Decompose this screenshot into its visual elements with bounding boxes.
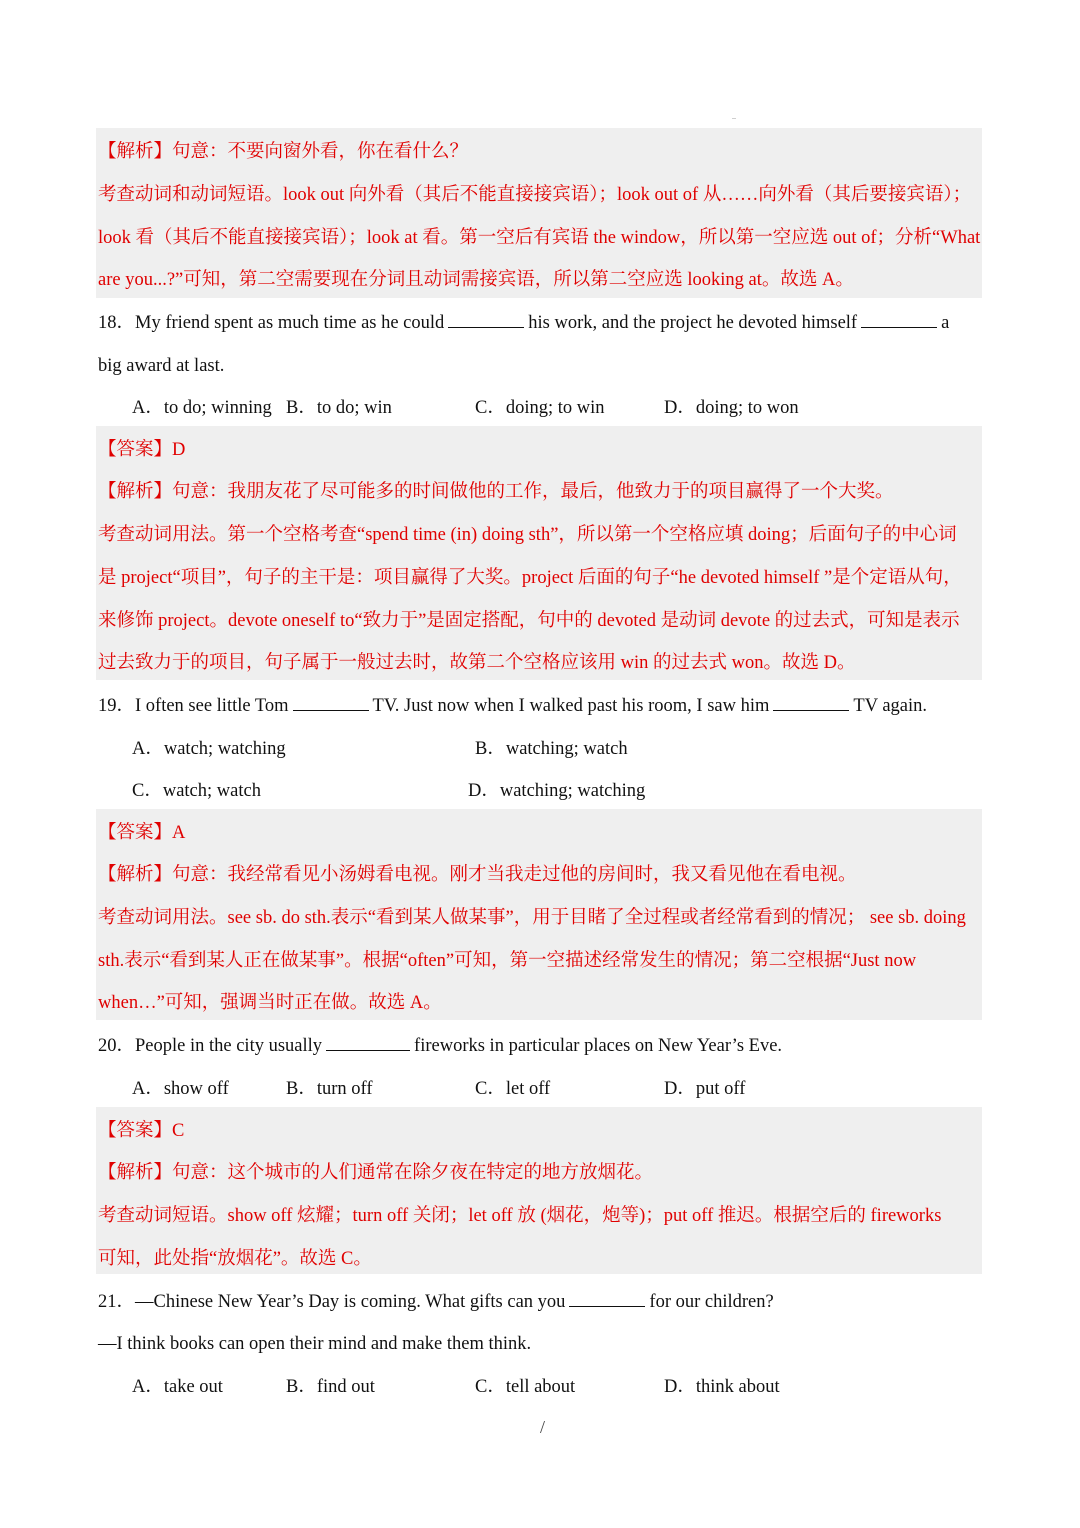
q18-analysis-line: 过去致力于的项目，句子属于一般过去时，故第二个空格应该用 win 的过去式 won。故选 D。 bbox=[98, 653, 856, 673]
q18-stem-part: a bbox=[941, 313, 950, 333]
q18-stem-line2: big award at last. bbox=[98, 356, 225, 376]
answer-blank bbox=[569, 1288, 645, 1307]
q20-stem bbox=[98, 1031, 782, 1061]
q18-stem-part: his work, and the project he devoted himself bbox=[528, 313, 858, 333]
q18-option-b: B．to do; win bbox=[286, 398, 392, 418]
q19-option-b: B．watching; watch bbox=[475, 739, 628, 759]
q19-option-a: A．watch; watching bbox=[132, 739, 286, 759]
q20-option-d: D．put off bbox=[664, 1079, 746, 1099]
q21-stem-part: for our children? bbox=[649, 1292, 774, 1312]
answer-blank bbox=[448, 309, 524, 328]
q18-option-c: C．doing; to win bbox=[475, 398, 605, 418]
answer-blank bbox=[293, 692, 369, 711]
top-mark bbox=[732, 118, 736, 119]
q20-analysis-line: 可知，此处指“放烟花”。故选 C。 bbox=[98, 1249, 372, 1269]
q18-analysis-line: 考查动词用法。第一个空格考查“spend time (in) doing sth”，所以第一个空格应填 doing；后面句子的中心词 bbox=[98, 525, 957, 545]
answer-blank bbox=[773, 692, 849, 711]
q19-answer: 【答案】A bbox=[98, 823, 186, 843]
q18-option-d: D．doing; to won bbox=[664, 398, 799, 418]
q21-option-b: B．find out bbox=[286, 1377, 375, 1397]
q19-stem bbox=[98, 691, 927, 721]
q18-analysis-line: 【解析】句意：我朋友花了尽可能多的时间做他的工作，最后，他致力于的项目赢得了一个大奖。 bbox=[98, 482, 894, 502]
q21-option-d: D．think about bbox=[664, 1377, 780, 1397]
q18-answer: 【答案】D bbox=[98, 440, 186, 460]
q17-analysis-line: 【解析】句意：不要向窗外看，你在看什么？ bbox=[98, 142, 469, 162]
q18-stem-part: 18．My friend spent as much time as he could bbox=[98, 313, 445, 333]
q19-analysis-line: 【解析】句意：我经常看见小汤姆看电视。刚才当我走过他的房间时，我又看见他在看电视。 bbox=[98, 865, 857, 885]
q19-analysis-line: 考查动词用法。see sb. do sth.表示“看到某人做某事”，用于目睹了全过程或者经常看到的情况； see sb. doing bbox=[98, 908, 966, 928]
q21-stem bbox=[98, 1287, 774, 1317]
q21-option-a: A．take out bbox=[132, 1377, 223, 1397]
q20-stem-part: 20．People in the city usually bbox=[98, 1036, 323, 1056]
q20-option-c: C．let off bbox=[475, 1079, 551, 1099]
q20-stem-part: fireworks in particular places on New Year’s Eve. bbox=[414, 1036, 783, 1056]
q20-analysis-line: 考查动词短语。show off 炫耀；turn off 关闭；let off 放 (烟花，炮等)；put off 推迟。根据空后的 fireworks bbox=[98, 1206, 942, 1226]
q19-option-d: D．watching; watching bbox=[468, 781, 646, 801]
q18-analysis-line: 是 project“项目”，句子的主干是：项目赢得了大奖。project 后面的句子“he devoted himself ”是个定语从句， bbox=[98, 568, 962, 588]
q20-answer: 【答案】C bbox=[98, 1121, 185, 1141]
q21-stem-part: 21．—Chinese New Year’s Day is coming. What gifts can you bbox=[98, 1292, 566, 1312]
q20-option-b: B．turn off bbox=[286, 1079, 373, 1099]
q18-option-a: A．to do; winning bbox=[132, 398, 272, 418]
q20-analysis-line: 【解析】句意：这个城市的人们通常在除夕夜在特定的地方放烟花。 bbox=[98, 1163, 654, 1183]
q20-option-a: A．show off bbox=[132, 1079, 229, 1099]
q19-option-c: C．watch; watch bbox=[132, 781, 261, 801]
q19-analysis-line: sth.表示“看到某人正在做某事”。根据“often”可知，第一空描述经常发生的情况；第二空根据“Just now bbox=[98, 951, 917, 971]
q19-analysis-line: when…”可知，强调当时正在做。故选 A。 bbox=[98, 993, 442, 1013]
q21-option-c: C．tell about bbox=[475, 1377, 576, 1397]
q18-answer-block bbox=[96, 426, 982, 680]
q17-analysis-line: 考查动词和动词短语。look out 向外看（其后不能直接接宾语）；look out of 从……向外看（其后要接宾语）； bbox=[98, 185, 972, 205]
q17-analysis-line: are you...?”可知，第二空需要现在分词且动词需接宾语，所以第二空应选 looking at。故选 A。 bbox=[98, 270, 854, 290]
q17-analysis-line: look 看（其后不能直接接宾语）；look at 看。第一空后有宾语 the window，所以第一空应选 out of；分析“What bbox=[98, 228, 981, 248]
answer-blank bbox=[861, 309, 937, 328]
q21-stem-line2: —I think books can open their mind and make them think. bbox=[98, 1334, 532, 1354]
page-footer: / bbox=[540, 1417, 546, 1437]
answer-blank bbox=[326, 1032, 410, 1051]
q19-stem-part: 19．I often see little Tom bbox=[98, 696, 289, 716]
q19-stem-part: TV again. bbox=[853, 696, 928, 716]
q18-stem bbox=[98, 308, 949, 338]
q19-stem-part: TV. Just now when I walked past his room, I saw him bbox=[372, 696, 770, 716]
q18-analysis-line: 来修饰 project。devote oneself to“致力于”是固定搭配，句中的 devoted 是动词 devote 的过去式，可知是表示 bbox=[98, 611, 960, 631]
